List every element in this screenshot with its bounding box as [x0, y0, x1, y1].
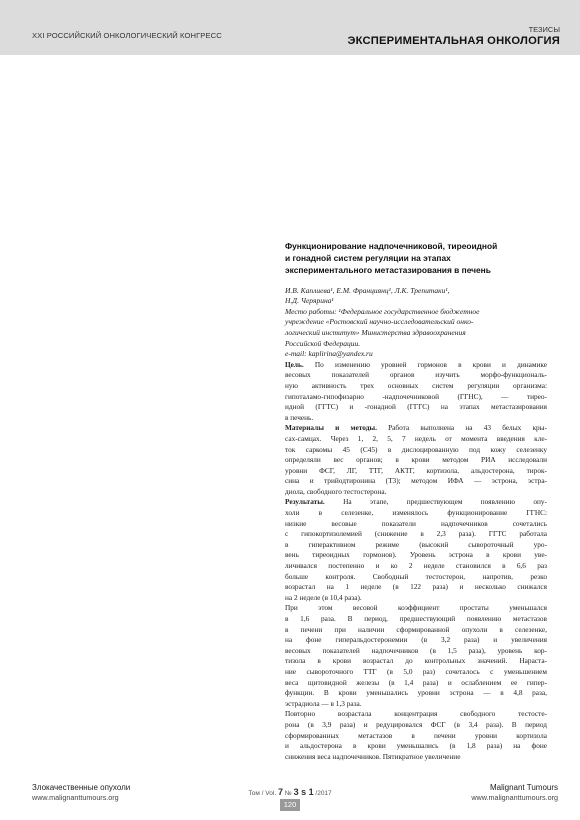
line-text: рона (в 3,9 раза) и редуцировался ФСГ (в 3,4 раза). В период	[285, 719, 547, 729]
line-text: гипоталамо-гипофизарно -надпочечниковой (ГГНС), — тирео-	[285, 391, 547, 401]
text-line	[285, 635, 547, 646]
affiliation-line: учреждение «Ростовский научно-исследовательский онко-	[285, 317, 474, 327]
text-line	[285, 699, 547, 710]
congress-name: XXI РОССИЙСКИЙ ОНКОЛОГИЧЕСКИЙ КОНГРЕСС	[32, 31, 222, 40]
line-text: Повторно возрастала концентрация свободного тестосте-	[285, 709, 547, 719]
text-line	[285, 508, 547, 519]
page-header	[0, 0, 580, 55]
text-line	[285, 413, 547, 424]
line-text: На этапе, предшествующем появлению опу-	[324, 497, 547, 507]
article-title	[285, 240, 547, 277]
paragraph-label: Результаты.	[285, 497, 325, 507]
text-line	[285, 529, 547, 540]
authors-line: Н.Д. Черярина¹	[285, 296, 334, 306]
volume-number: 7	[277, 787, 283, 797]
text-line	[285, 593, 547, 604]
paragraph	[285, 497, 547, 603]
line-text: ток саркомы 45 (С45) в дислоцированную под кожу селезенку	[285, 444, 547, 454]
line-text: личивался постепенно и ко 2 неделе становился в 6,6 раз	[285, 561, 547, 571]
text-line	[285, 497, 547, 508]
text-line	[285, 476, 547, 487]
text-line	[285, 678, 547, 689]
section-title: ЭКСПЕРИМЕНТАЛЬНАЯ ОНКОЛОГИЯ	[347, 35, 560, 47]
text-line	[285, 720, 547, 731]
text-line	[285, 402, 547, 413]
text-line	[285, 646, 547, 657]
article-body	[285, 360, 547, 763]
text-line	[285, 540, 547, 551]
text-line	[285, 709, 547, 720]
footer-journal-ru	[32, 783, 130, 803]
journal-url-right[interactable]: www.malignanttumours.org	[471, 793, 558, 802]
text-line	[285, 667, 547, 678]
article	[285, 240, 547, 762]
line-text: в печени при наличии сформированной опухоли в селезенке,	[285, 624, 547, 634]
text-line	[285, 550, 547, 561]
title-line: и гонадной систем регуляции на этапах	[285, 253, 451, 264]
issue-prefix: №	[282, 790, 294, 797]
text-line	[285, 752, 547, 763]
text-line	[285, 561, 547, 572]
line-text: весовых показателей надпочечников (в 1,5 раза), уровень кор-	[285, 645, 547, 655]
line-text: в гиперактивном режиме (высокий сывороточный уро-	[285, 539, 547, 549]
line-text: весовых показателей органов изучить морфо-функциональ-	[285, 370, 547, 380]
line-text: на фоне гиперальдостеронемии (в 3,2 раза) и увеличения	[285, 635, 547, 645]
line-text: ние сывороточного ТТГ (в 5,0 раз) сочеталось с уменьшением	[285, 666, 547, 676]
text-line	[285, 392, 547, 403]
line-text: в печень.	[285, 412, 314, 422]
text-line	[285, 625, 547, 636]
text-line	[285, 688, 547, 699]
line-text: и альдостерона в крови уменьшались (в 1,8 раза) на фоне	[285, 741, 547, 751]
line-text: больше контроля. Свободный тестостерон, напротив, резко	[285, 571, 547, 581]
affiliation-line: логический институт» Министерства здравоохранения	[285, 327, 466, 337]
page-number: 120	[280, 799, 300, 811]
authors-line: И.В. Каплиева¹, Е.М. Франциянц¹, Л.К. Трепитаки¹,	[285, 285, 450, 295]
text-line	[285, 603, 547, 614]
text-line	[285, 731, 547, 742]
text-line	[285, 741, 547, 752]
paragraph	[285, 360, 547, 424]
title-line: Функционирование надпочечниковой, тиреоидной	[285, 241, 498, 251]
line-text: По изменению уровней гормонов в крови и динамике	[303, 359, 547, 369]
line-text: сформированных метастазов в печени уровни кортизола	[285, 730, 547, 740]
text-line	[285, 487, 547, 498]
text-line	[285, 370, 547, 381]
affiliation-line: Российской Федерации.	[285, 338, 361, 348]
text-line	[285, 360, 547, 371]
journal-url-left[interactable]: www.malignanttumours.org	[32, 793, 119, 802]
journal-title-en: Malignant Tumours	[489, 783, 558, 792]
title-line: экспериментального метастазирования в печень	[285, 265, 491, 276]
footer-journal-en	[471, 783, 558, 803]
line-text: холи в селезенке, изменялось функционирование ГГНС:	[285, 508, 547, 518]
text-line	[285, 381, 547, 392]
text-line	[285, 455, 547, 466]
line-text: низкие весовые показатели надпочечников сочетались	[285, 518, 547, 528]
text-line	[285, 434, 547, 445]
text-line	[285, 582, 547, 593]
email: e-mail: kaplirina@yandex.ru	[285, 349, 373, 359]
paragraph-label: Цель.	[285, 359, 304, 369]
line-text: веса щитовидной железы (в 1,4 раза) и ослаблением ее гипер-	[285, 677, 547, 687]
text-line	[285, 445, 547, 456]
text-line	[285, 572, 547, 583]
paragraph	[285, 709, 547, 762]
line-text: определяли вес органов; в крови методом РИА исследовали	[285, 455, 547, 465]
authors-block	[285, 286, 547, 360]
line-text: Работа выполнена на 43 белых кры-	[376, 423, 547, 433]
text-line	[285, 466, 547, 477]
line-text: ную активность трех основных систем регуляции организма:	[285, 380, 547, 390]
issue-info	[230, 787, 350, 797]
line-text: с гипокортизолемией (снижение в 2,3 раза). ГГТС работала	[285, 529, 547, 539]
line-text: При этом весовой коэффициент простаты уменьшался	[285, 603, 547, 613]
line-text: сах-самцах. Через 1, 2, 5, 7 недель от момента введения кле-	[285, 433, 547, 443]
line-text: тизола в крови возрастал до контрольных значений. Нараста-	[285, 656, 547, 666]
section-label: ТЕЗИСЫ	[528, 25, 560, 34]
paragraph-label: Материалы и методы.	[285, 423, 377, 433]
line-text: идной (ГГТС) и -гонадной (ГГГС) на этапах метастазирования	[285, 402, 547, 412]
issue-number: 3 s 1	[293, 787, 314, 797]
line-text: в 1,6 раза. В период, предшествующий появлению метастазов	[285, 614, 547, 624]
line-text: возрастал на 1 неделе (в 122 раза) и несколько снижался	[285, 582, 547, 592]
line-text: уровни ФСГ, ЛГ, ТТГ, АКТГ, кортизола, альдостерона, тирок-	[285, 465, 547, 475]
line-text: сина и трийодтиронина (Т3); методом ИФА — эстрона, эстра-	[285, 476, 547, 486]
text-line	[285, 614, 547, 625]
affiliation-line: Место работы: ¹Федеральное государственное бюджетное	[285, 306, 480, 316]
issue-year: /2017	[313, 790, 332, 797]
paragraph	[285, 423, 547, 497]
volume-prefix: Том / Vol.	[248, 790, 278, 797]
paragraph	[285, 603, 547, 709]
text-line	[285, 656, 547, 667]
journal-title-ru: Злокачественные опухоли	[32, 783, 131, 792]
line-text: диола, свободного тестостерона.	[285, 486, 387, 496]
line-text: эстрадиола — в 1,3 раза.	[285, 698, 362, 708]
line-text: вень тиреоидных гормонов). Уровень эстрона в крови уве-	[285, 550, 547, 560]
text-line	[285, 423, 547, 434]
line-text: функции. В крови уменьшались уровни эстрона — в 4,8 раза,	[285, 688, 547, 698]
line-text: на 2 неделе (в 10,4 раза).	[285, 592, 362, 602]
text-line	[285, 519, 547, 530]
line-text: снижения веса надпочечников. Пятикратное увеличение	[285, 751, 461, 761]
